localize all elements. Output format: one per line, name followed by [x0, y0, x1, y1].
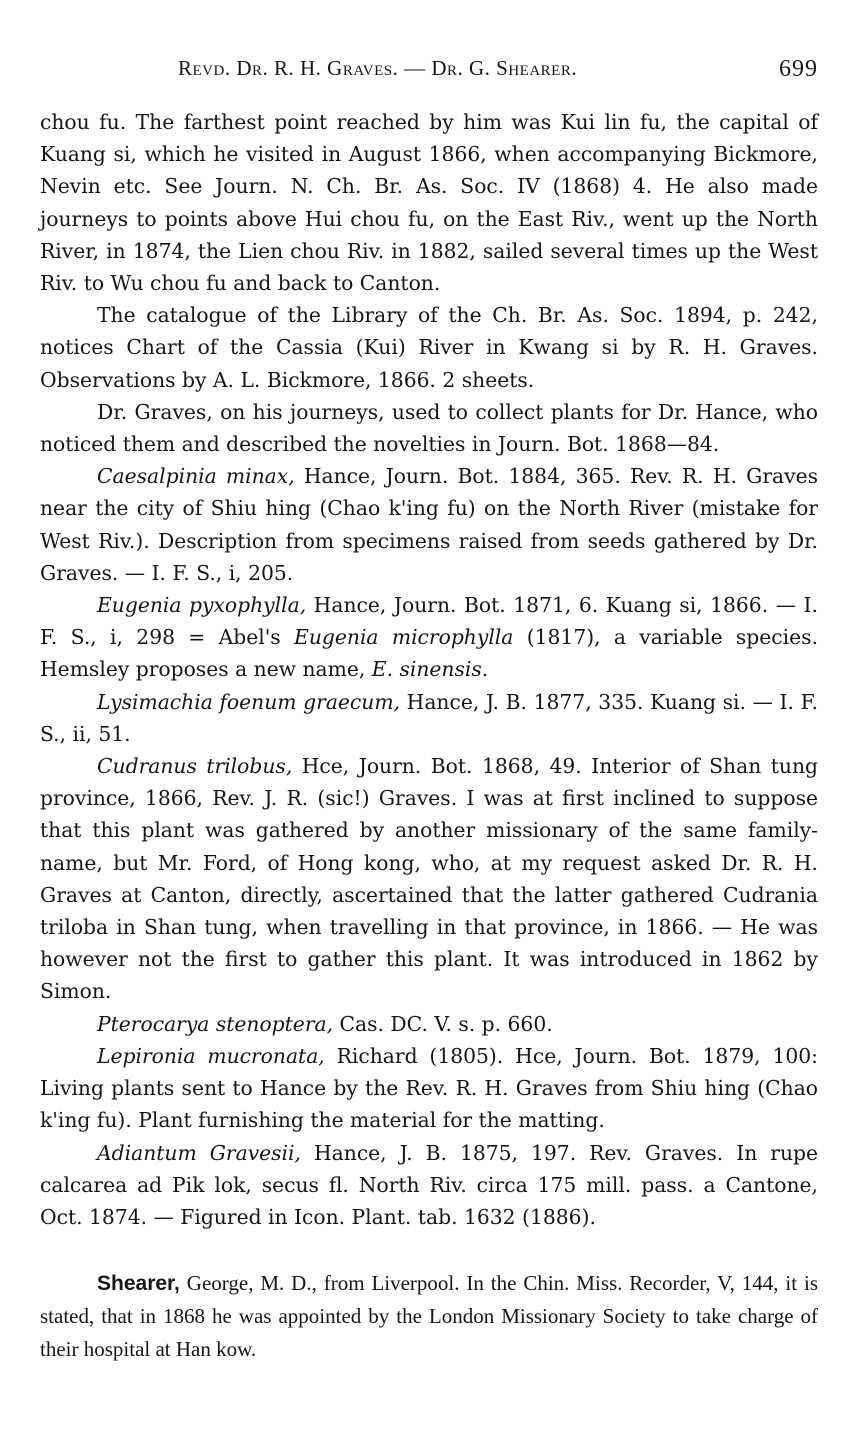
- species-name: Lepironia mucronata,: [97, 1043, 325, 1068]
- species-name: E. sinensis.: [371, 657, 489, 682]
- entry-text: George, M. D., from Liverpool. In the Chin. Miss. Recorder, V, 144, it is stated, that in 1868 he was appointed by the London Missionary Society to take charge of their hospital at Han kow.: [40, 1271, 818, 1361]
- page-body: [40, 106, 818, 1365]
- species-name: Pterocarya stenoptera,: [97, 1011, 334, 1036]
- entry-text: Hance, J. B. 1875, 197. Rev. Graves. In rupe calcarea ad Pik lok, secus fl. North Riv. circa 175 mill. pass. a Cantone, Oct. 1874. — Figured in Icon. Plant. tab. 1632 (1886).: [40, 1140, 818, 1229]
- species-name: Adiantum Gravesii,: [97, 1140, 301, 1165]
- running-head: Revd. Dr. R. H. Graves. — Dr. G. Shearer.: [178, 56, 578, 80]
- entry-caesalpinia: [40, 460, 818, 589]
- paragraph-plant-collecting: Dr. Graves, on his journeys, used to collect plants for Dr. Hance, who noticed them and described the novelties in Journ. Bot. 1868—84.: [40, 399, 818, 457]
- entry-text: Hance, J. B. 1877, 335. Kuang si. — I. F. S., ii, 51.: [40, 689, 818, 746]
- species-name: Eugenia microphylla: [294, 625, 514, 650]
- species-name: Lysimachia foenum graecum,: [97, 689, 401, 714]
- entry-text: Hance, Journ. Bot. 1871, 6. Kuang si, 1866. — I. F. S., i, 298 = Abel's: [40, 593, 818, 650]
- entry-adiantum: [40, 1137, 818, 1234]
- entry-lepironia: [40, 1040, 818, 1137]
- entry-text: Hance, Journ. Bot. 1884, 365. Rev. R. H. Graves near the city of Shiu hing (Chao k'ing fu) on the North River (mistake for West Riv.). Description from specimens raised from seeds gathered by Dr. Graves. — I. F. S., i, 205.: [40, 464, 818, 585]
- species-name: Eugenia pyxophylla,: [97, 593, 307, 618]
- species-name: Cudranus trilobus,: [97, 754, 293, 779]
- entry-lysimachia: [40, 686, 818, 750]
- page-header: [178, 52, 818, 84]
- entry-text: Richard (1805). Hce, Journ. Bot. 1879, 100: Living plants sent to Hance by the Rev. R. H. Graves from Shiu hing (Chao k'ing fu). Plant furnishing the material for the matting.: [40, 1043, 818, 1133]
- paragraph-graves-journeys: chou fu. The farthest point reached by him was Kui lin fu, the capital of Kuang si, which he visited in August 1866, when accompanying Bickmore, Nevin etc. See Journ. N. Ch. Br. As. Soc. IV (1868) 4. He also made journeys to points above Hui chou fu, on the East Riv., went up the North River, in 1874, the Lien chou Riv. in 1882, sailed several times up the West Riv. to Wu chou fu and back to Canton.: [40, 110, 818, 296]
- species-name: Caesalpinia minax,: [97, 464, 295, 489]
- entry-text: (1817), a variable species. Hemsley proposes a new name,: [40, 625, 818, 682]
- entry-cudranus: [40, 750, 818, 1008]
- entry-eugenia: [40, 589, 818, 686]
- entry-shearer: [40, 1267, 818, 1365]
- page-number: 699: [779, 56, 818, 82]
- entry-text: Hce, Journ. Bot. 1868, 49. Interior of Shan tung province, 1866, Rev. J. R. (sic!) Graves. I was at first inclined to suppose that this plant was gathered by another missionary of the same family-name, but Mr. Ford, of Hong kong, who, at my request asked Dr. R. H. Graves at Canton, directly, ascertained that the latter gathered Cudrania triloba in Shan tung, when travelling in that province, in 1866. — He was however not the first to gather this plant. It was introduced in 1862 by Simon.: [40, 754, 818, 1004]
- person-name: Shearer,: [97, 1272, 180, 1296]
- entry-text: Cas. DC. V. s. p. 660.: [333, 1011, 553, 1036]
- entry-pterocarya: [40, 1008, 818, 1040]
- paragraph-library-catalogue: The catalogue of the Library of the Ch. Br. As. Soc. 1894, p. 242, notices Chart of the Cassia (Kui) River in Kwang si by R. H. Graves. Observations by A. L. Bickmore, 1866. 2 sheets.: [40, 303, 818, 392]
